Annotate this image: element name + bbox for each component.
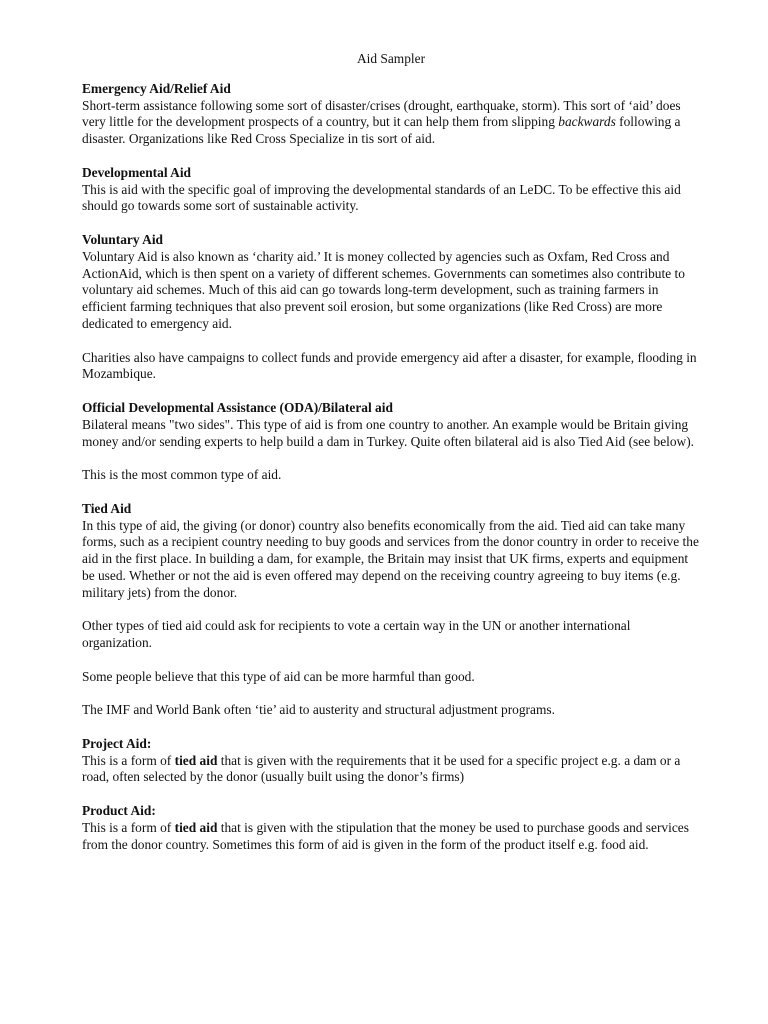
paragraph-tied-aid: In this type of aid, the giving (or donor) country also benefits economically from the aid. Tied aid can take many forms, such as a recipient country needing to buy goods and services from the donor country in order to receive the aid in the first place. In building a dam, for example, the Britain may insist that UK firms, experts and equipment be used. Whether or not the aid is even offered may depend on the receiving country agreeing to buy items (e.g. military jets) from the donor. <box>82 517 699 600</box>
emphasis-text: backwards <box>558 114 616 130</box>
paragraph-tied-aid-4: The IMF and World Bank often ‘tie’ aid to austerity and structural adjustment programs. <box>82 702 555 718</box>
paragraph-tied-aid-3: Some people believe that this type of aid can be more harmful than good. <box>82 668 475 684</box>
paragraph-tied-aid-2: Other types of tied aid could ask for recipients to vote a certain way in the UN or another international organization. <box>82 618 631 651</box>
section-product-aid <box>82 803 700 853</box>
paragraph-developmental-aid: This is aid with the specific goal of improving the developmental standards of an LeDC. To be effective this aid should go towards some sort of sustainable activity. <box>82 181 681 214</box>
section-emergency-aid <box>82 81 700 148</box>
section-project-aid <box>82 736 700 786</box>
heading-emergency-aid: Emergency Aid/Relief Aid <box>82 80 231 96</box>
text-fragment: following a disaster. Organizations like Red Cross Specialize in tis sort of aid. <box>82 114 681 147</box>
heading-voluntary-aid: Voluntary Aid <box>82 231 163 247</box>
text-fragment: Short-term assistance following some sort of disaster/crises (drought, earthquake, storm). This sort of ‘aid’ does very little for the development prospects of a country, but it can help them from slipping <box>82 97 681 130</box>
section-tied-aid <box>82 501 700 719</box>
text-fragment: This is a form of <box>82 819 175 835</box>
paragraph-product-aid <box>82 820 700 854</box>
document-page <box>82 51 700 870</box>
section-developmental-aid <box>82 165 700 215</box>
paragraph-oda-2: This is the most common type of aid. <box>82 467 282 483</box>
section-oda <box>82 400 700 484</box>
text-fragment: that is given with the stipulation that the money be used to purchase goods and services from the donor country. Sometimes this form of aid is given in the form of the product itself e.g. food aid. <box>82 819 689 852</box>
text-fragment: that is given with the requirements that it be used for a specific project e.g. a dam or a road, often selected by the donor (usually built using the donor’s firms) <box>82 752 681 785</box>
heading-project-aid: Project Aid: <box>82 735 152 751</box>
heading-developmental-aid: Developmental Aid <box>82 164 191 180</box>
heading-tied-aid: Tied Aid <box>82 500 132 516</box>
bold-text: tied aid <box>174 752 218 768</box>
text-fragment: This is a form of <box>82 752 175 768</box>
paragraph-emergency-aid <box>82 98 700 148</box>
heading-oda: Official Developmental Assistance (ODA)/Bilateral aid <box>82 399 393 415</box>
paragraph-project-aid <box>82 753 700 787</box>
paragraph-voluntary-aid: Voluntary Aid is also known as ‘charity aid.’ It is money collected by agencies such as Oxfam, Red Cross and ActionAid, which is then spent on a variety of different schemes. Governments can sometimes also contribute to voluntary aid schemes. Much of this aid can go towards long-term development, such as training farmers in efficient farming techniques that also prevent soil erosion, but some organizations (like Red Cross) are more dedicated to emergency aid. <box>82 248 685 331</box>
document-title: Aid Sampler <box>356 51 426 66</box>
section-voluntary-aid <box>82 232 700 383</box>
paragraph-oda: Bilateral means "two sides". This type of aid is from one country to another. An example would be Britain giving money and/or sending experts to help build a dam in Turkey. Quite often bilateral aid is also Tied Aid (see below). <box>82 416 695 449</box>
paragraph-voluntary-aid-2: Charities also have campaigns to collect funds and provide emergency aid after a disaster, for example, flooding in Mozambique. <box>82 349 697 382</box>
bold-text: tied aid <box>174 819 218 835</box>
heading-product-aid: Product Aid: <box>82 803 156 819</box>
